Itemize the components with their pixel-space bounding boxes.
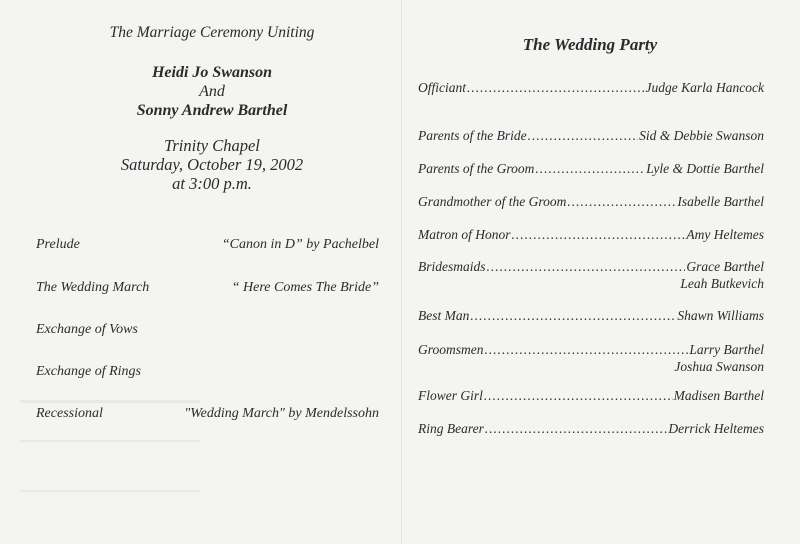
- party-name: Larry Barthel: [689, 342, 764, 357]
- order-value-recessional: "Wedding March" by Mendelssohn: [184, 406, 379, 421]
- dot-leader: [567, 194, 676, 210]
- party-name: Lyle & Dottie Barthel: [646, 161, 764, 176]
- party-role: Parents of the Bride: [418, 128, 527, 143]
- ceremony-time: at 3:00 p.m.: [172, 174, 252, 193]
- party-role: Grandmother of the Groom: [418, 194, 567, 209]
- party-role: Best Man: [418, 308, 470, 323]
- dot-leader: [485, 342, 689, 358]
- order-label-vows: Exchange of Vows: [36, 322, 138, 337]
- dot-leader: [484, 388, 673, 404]
- party-name: Amy Heltemes: [686, 227, 764, 242]
- order-value-wedding-march: “ Here Comes The Bride”: [231, 280, 379, 295]
- party-row: [418, 161, 764, 177]
- and-line: And: [199, 83, 225, 100]
- party-row: [418, 227, 764, 243]
- order-label-recessional: Recessional: [36, 406, 103, 421]
- wedding-party-heading: The Wedding Party: [522, 35, 658, 54]
- party-role: Bridesmaids: [418, 259, 486, 274]
- party-role: Ring Bearer: [418, 421, 484, 436]
- party-row: [418, 388, 764, 404]
- party-role: Officiant: [418, 80, 466, 95]
- dot-leader: [535, 161, 645, 177]
- dot-leader: [467, 80, 645, 96]
- dot-leader: [512, 227, 686, 243]
- party-row: [418, 80, 764, 96]
- party-row: [418, 308, 764, 324]
- party-row: [418, 259, 764, 275]
- ceremony-title: The Marriage Ceremony Uniting: [109, 24, 315, 41]
- dot-leader: [487, 259, 686, 275]
- party-extra-name: Leah Butkevich: [680, 276, 764, 291]
- ceremony-date: Saturday, October 19, 2002: [120, 155, 304, 174]
- party-name: Grace Barthel: [686, 259, 764, 274]
- dot-leader: [528, 128, 639, 144]
- party-role: Flower Girl: [418, 388, 483, 403]
- party-role: Parents of the Groom: [418, 161, 535, 176]
- order-label-rings: Exchange of Rings: [36, 364, 141, 379]
- party-row: [418, 128, 764, 144]
- bride-name: Heidi Jo Swanson: [151, 64, 273, 81]
- party-name: Judge Karla Hancock: [645, 80, 764, 95]
- venue: Trinity Chapel: [164, 136, 260, 155]
- party-row: [418, 194, 764, 210]
- dot-leader: [485, 421, 668, 437]
- party-row: [418, 421, 764, 437]
- order-label-prelude: Prelude: [36, 237, 80, 252]
- party-name: Sid & Debbie Swanson: [639, 128, 764, 143]
- party-row: [418, 342, 764, 358]
- party-name: Shawn Williams: [677, 308, 764, 323]
- dot-leader: [470, 308, 676, 324]
- party-role: Groomsmen: [418, 342, 484, 357]
- party-extra-name: Joshua Swanson: [674, 359, 764, 374]
- groom-name: Sonny Andrew Barthel: [136, 102, 288, 119]
- order-value-prelude: “Canon in D” by Pachelbel: [221, 237, 379, 252]
- order-label-wedding-march: The Wedding March: [36, 280, 150, 295]
- party-name: Derrick Heltemes: [668, 421, 764, 436]
- party-name: Madisen Barthel: [673, 388, 764, 403]
- party-name: Isabelle Barthel: [677, 194, 764, 209]
- party-role: Matron of Honor: [418, 227, 511, 242]
